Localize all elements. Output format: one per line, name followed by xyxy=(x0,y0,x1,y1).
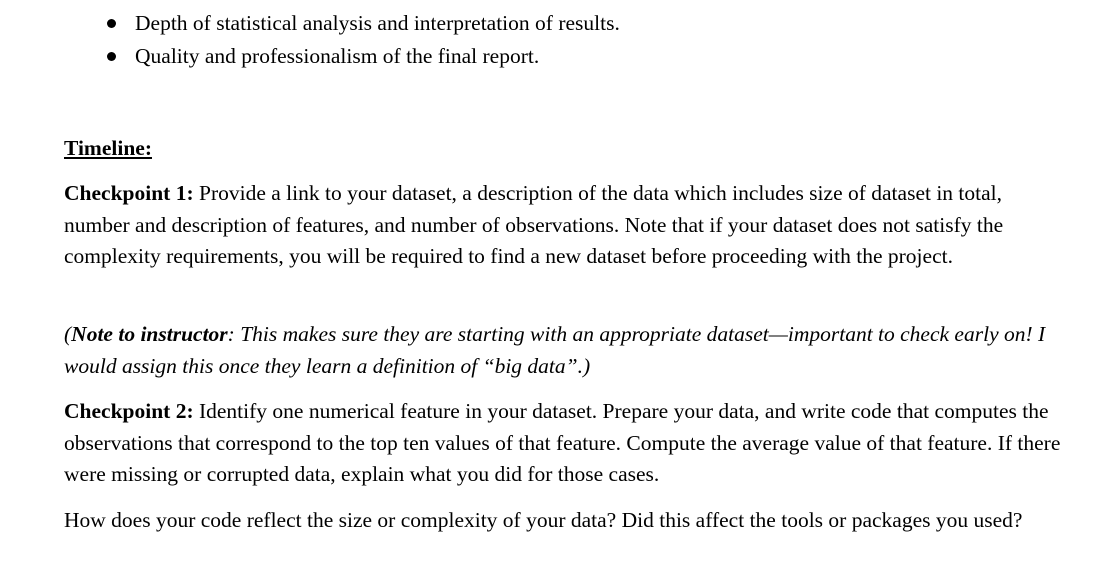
timeline-heading: Timeline: xyxy=(64,136,152,160)
criteria-bullet-list xyxy=(0,7,1113,73)
bullet-text: Depth of statistical analysis and interpretation of results. xyxy=(135,11,620,35)
instructor-note-paragraph xyxy=(64,319,1064,382)
checkpoint-1-paragraph xyxy=(64,178,1064,273)
checkpoint-2-label: Checkpoint 2: xyxy=(64,399,194,423)
checkpoint-1-text: Provide a link to your dataset, a description of the data which includes size of dataset in total, number and description of features, and number of observations. Note that if your dataset does not satisfy the complexity requirements, you will be required to find a new dataset before proceeding with the project. xyxy=(64,181,1004,268)
checkpoint-2-text: Identify one numerical feature in your dataset. Prepare your data, and write code that computes the observations that correspond to the top ten values of that feature. Compute the average value of that feature. If there were missing or corrupted data, explain what you did for those cases. xyxy=(64,399,1061,486)
bullet-text: Quality and professionalism of the final report. xyxy=(135,44,540,68)
checkpoint-2-paragraph xyxy=(64,396,1064,491)
list-item xyxy=(0,7,1113,40)
note-open-paren: ( xyxy=(64,322,72,346)
note-label: Note to instructor xyxy=(71,322,228,346)
checkpoint-1-label: Checkpoint 1: xyxy=(64,181,194,205)
note-text: : This makes sure they are starting with an appropriate dataset—important to check early on! I would assign this once they learn a definition of “big data”.) xyxy=(64,322,1046,378)
bullet-icon xyxy=(107,52,116,61)
bullet-icon xyxy=(107,19,116,28)
question-paragraph: How does your code reflect the size or complexity of your data? Did this affect the tools or packages you used? xyxy=(64,508,1023,532)
list-item xyxy=(0,40,1113,73)
